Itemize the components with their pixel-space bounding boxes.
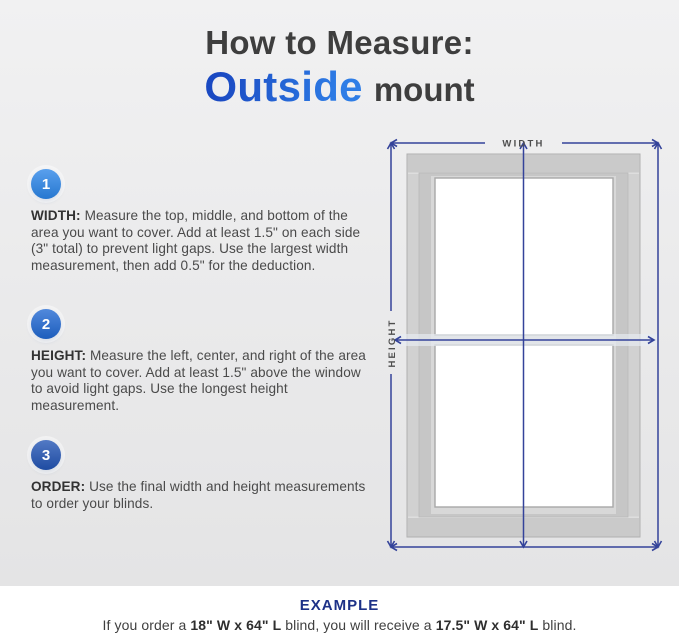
example-ordered-size: 18" W x 64" L <box>190 617 282 633</box>
step-3-label: ORDER: <box>31 479 86 494</box>
step-3-number: 3 <box>41 446 51 464</box>
title-mount-type: Outside <box>204 63 363 110</box>
example-footer <box>0 586 679 644</box>
step-2-text <box>31 348 369 414</box>
step-2-body: Measure the left, center, and right of the area you want to cover. Add at least 1.5" above the window to avoid light gaps. Use the longest height measurement. <box>31 348 366 413</box>
title-line-1: How to Measure: <box>205 24 474 61</box>
example-sentence <box>0 617 679 633</box>
step-1 <box>31 169 369 274</box>
step-2-number-badge <box>31 309 61 339</box>
example-heading: EXAMPLE <box>299 597 380 614</box>
window-diagram <box>372 125 674 577</box>
step-1-body: Measure the top, middle, and bottom of the area you want to cover. Add at least 1.5" on each side (3" total) to prevent light gaps. Use the largest width measurement, then add 0.5" for the deduction. <box>31 208 361 273</box>
step-3-body: Use the final width and height measurements to order your blinds. <box>31 479 366 511</box>
step-3-text <box>31 479 369 512</box>
window-illustration <box>392 154 657 537</box>
step-2-number: 2 <box>41 315 51 333</box>
step-2-label: HEIGHT: <box>31 348 87 363</box>
step-3-number-badge <box>31 440 61 470</box>
step-1-text <box>31 208 369 274</box>
example-middle: blind, you will receive a <box>281 617 436 633</box>
example-suffix: blind. <box>538 617 577 633</box>
step-3 <box>31 440 369 512</box>
step-1-label: WIDTH: <box>31 208 81 223</box>
example-prefix: If you order a <box>102 617 191 633</box>
title-line-2 <box>0 63 679 111</box>
height-dimension-label: HEIGHT <box>387 318 398 368</box>
window-diagram-svg <box>372 125 674 577</box>
step-1-number: 1 <box>41 175 51 193</box>
page-title <box>0 24 679 111</box>
width-dimension-label: WIDTH <box>502 138 545 150</box>
example-received-size: 17.5" W x 64" L <box>435 617 539 633</box>
title-mount-word: mount <box>373 71 475 108</box>
step-1-number-badge <box>31 169 61 199</box>
step-2 <box>31 309 369 414</box>
